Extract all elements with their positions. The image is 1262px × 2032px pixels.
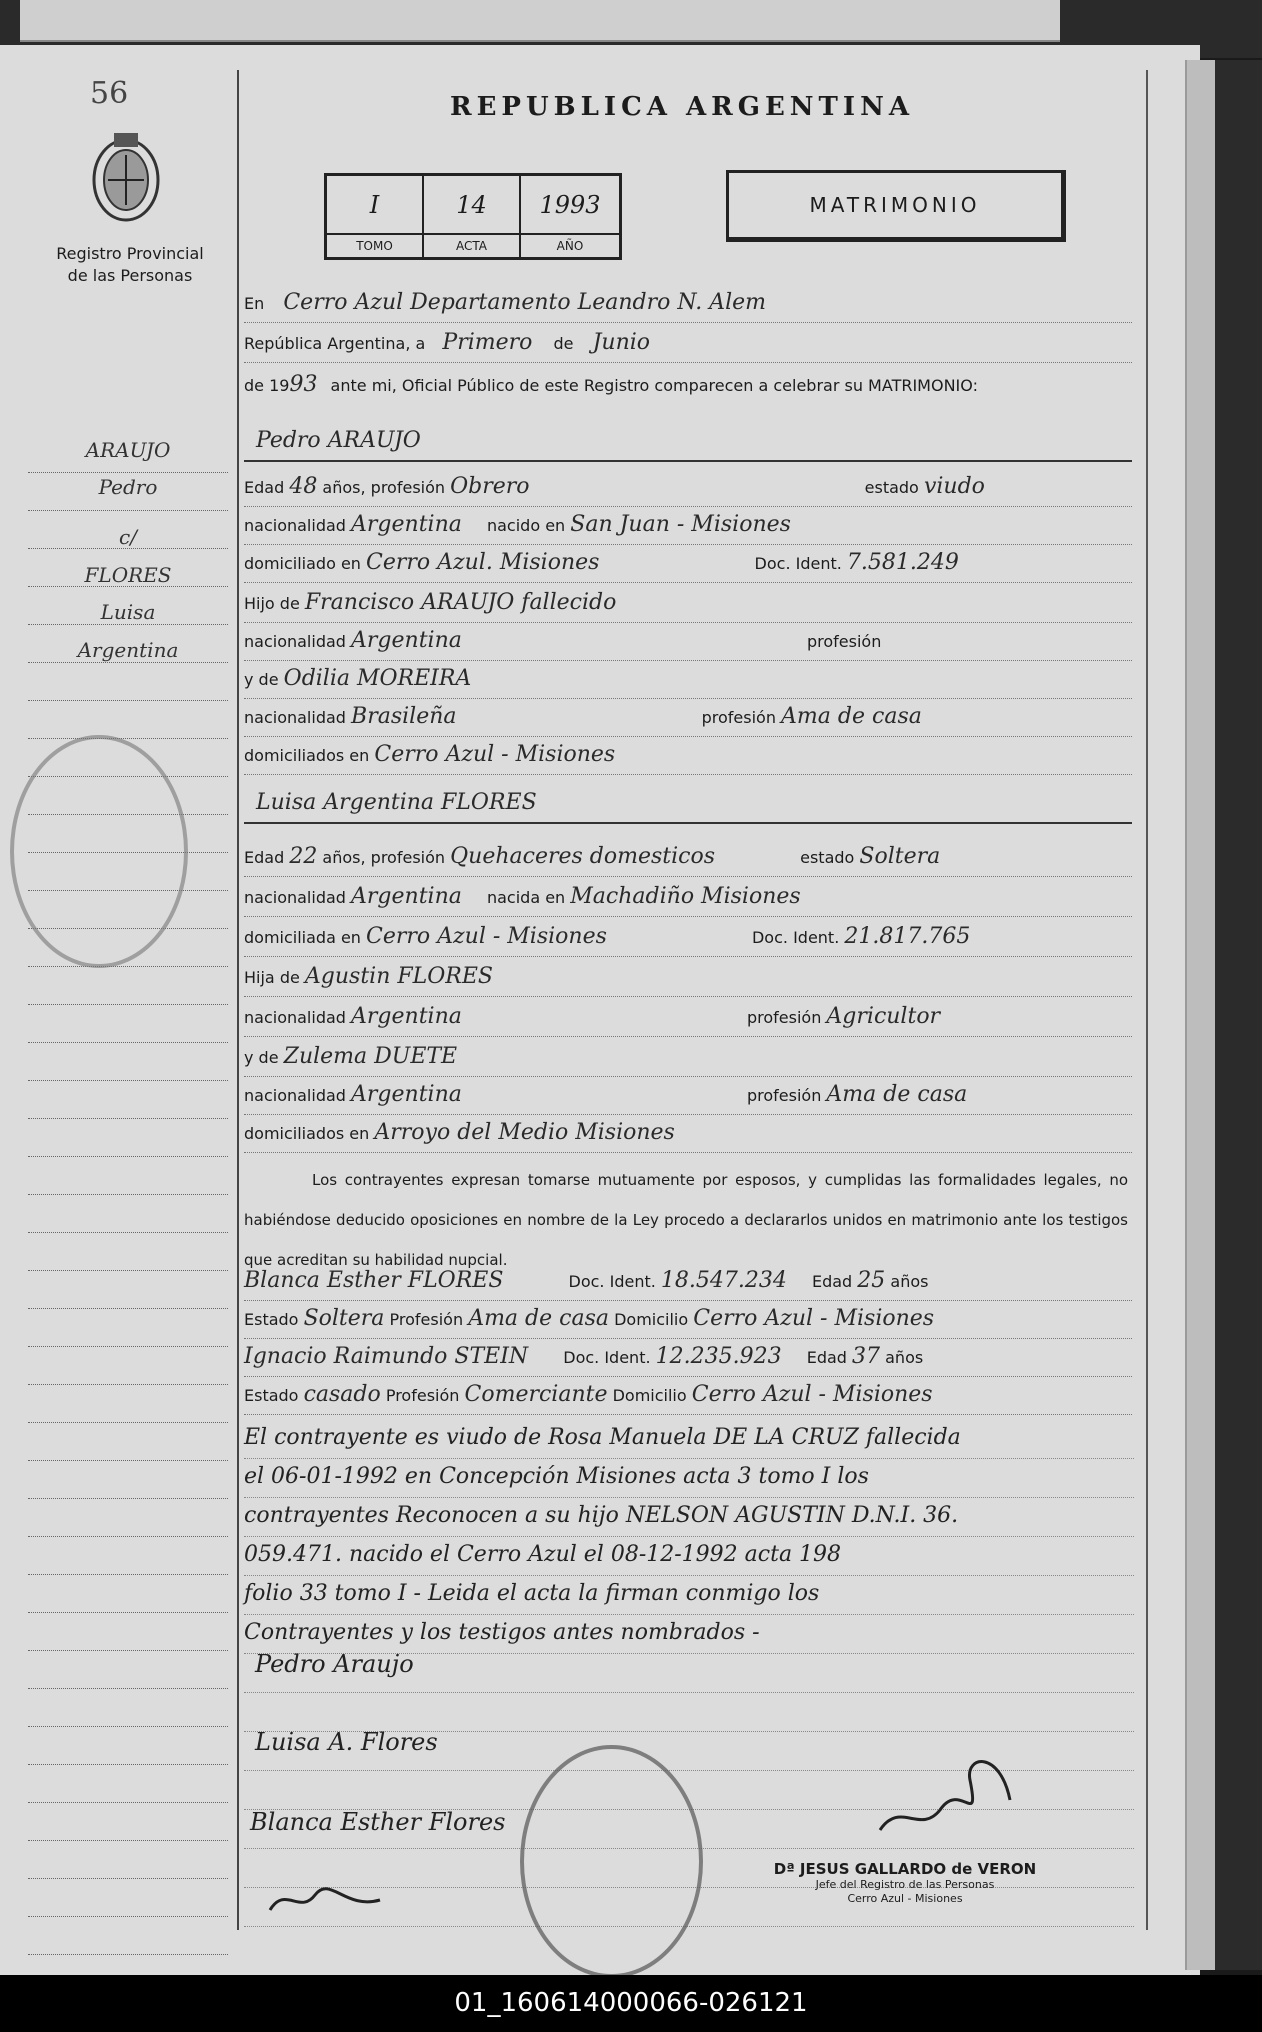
- margin-ruled-line: [28, 554, 228, 587]
- margin-ruled-line: [28, 1276, 228, 1309]
- margin-ruled-line: [28, 1010, 228, 1043]
- witness2-name: Ignacio Raimundo STEIN: [244, 1344, 529, 1369]
- nac-label: nacionalidad: [244, 888, 346, 907]
- father-nat-label: nacionalidad: [244, 632, 346, 651]
- bride-nationality-row: [244, 884, 1132, 917]
- mother-prof-label: profesión: [701, 708, 776, 727]
- bride-name-row: [244, 790, 1132, 824]
- en-label: En: [244, 294, 265, 313]
- groom-profession: Obrero: [450, 474, 530, 499]
- estado-label: estado: [800, 848, 855, 867]
- witness2-domicile: Cerro Azul - Misiones: [691, 1382, 933, 1407]
- margin-ruled-line: [28, 1542, 228, 1575]
- margin-ruled-line: [28, 1694, 228, 1727]
- bride-mother-prof: Ama de casa: [826, 1082, 968, 1107]
- edad-label: Edad: [806, 1348, 847, 1367]
- margin-ruled-line: [28, 1808, 228, 1841]
- nac-label: nacionalidad: [244, 516, 346, 535]
- body-ruled-line: [244, 1479, 1134, 1498]
- witness1-profession: Ama de casa: [468, 1306, 609, 1331]
- margin-ruled-line: [28, 1428, 228, 1461]
- bride-birthplace: Machadiño Misiones: [570, 884, 801, 909]
- margin-ruled-line: [28, 1352, 228, 1385]
- bride-domicile-row: [244, 924, 1132, 957]
- dom-label: domiciliado en: [244, 554, 361, 573]
- de-label: de: [553, 334, 574, 353]
- hija-label: Hija de: [244, 968, 300, 987]
- margin-firstname: Pedro: [98, 475, 158, 499]
- dom-label: Domicilio: [612, 1386, 687, 1405]
- groom-name-row: [244, 428, 1132, 462]
- witness1-age: 25: [857, 1268, 886, 1293]
- margin-ruled-line: [28, 1922, 228, 1955]
- groom-father: Francisco ARAUJO fallecido: [304, 590, 617, 615]
- father-nat-label: nacionalidad: [244, 1008, 346, 1027]
- margin-ruled-line: [28, 516, 228, 549]
- bride-mother: Zulema DUETE: [283, 1044, 458, 1069]
- marriage-statement: Los contrayentes expresan tomarse mutuamente por esposos, y cumplidas las formalidades legales, no habiéndose deducido oposiciones en nombre de la Ley procedo a declararlos unidos en matrimonio ante los testigos que acreditan su habilidad nupcial.: [244, 1171, 1128, 1269]
- coat-of-arms-icon: [86, 125, 166, 225]
- witness1-domicile: Cerro Azul - Misiones: [693, 1306, 935, 1331]
- mother-prof-label: profesión: [746, 1086, 822, 1105]
- witness1-estado: Soltera: [303, 1306, 385, 1331]
- groom-birthplace: San Juan - Misiones: [570, 512, 791, 537]
- margin-ruled-line: [28, 1770, 228, 1803]
- groom-age: 48: [289, 474, 318, 499]
- groom-age-row: [244, 474, 1132, 507]
- prof-label: profesión: [806, 632, 882, 651]
- page-title: REPUBLICA ARGENTINA: [450, 92, 915, 122]
- estado-label: Estado: [244, 1386, 299, 1405]
- scribble-signature-icon: [265, 1880, 385, 1920]
- margin-ruled-line: [28, 1124, 228, 1157]
- bride-father-prof: Agricultor: [826, 1004, 941, 1029]
- official-name: Dª JESUS GALLARDO de VERON: [773, 1860, 1037, 1878]
- margin-ruled-line: [28, 1884, 228, 1917]
- margin-bride-surname: FLORES: [84, 563, 172, 587]
- official-signature-icon: [870, 1740, 1030, 1850]
- year-prefix: de 19: [244, 376, 290, 395]
- margin-ruled-line: [28, 1086, 228, 1119]
- hijo-label: Hijo de: [244, 594, 300, 613]
- margin-ruled-line: [28, 668, 228, 701]
- binding-shadow: [1215, 60, 1262, 1970]
- groom-name: Pedro ARAUJO: [256, 428, 421, 453]
- note-line: El contrayente es viudo de Rosa Manuela DE LA CRUZ fallecida: [244, 1425, 961, 1450]
- witness2-profession: Comerciante: [464, 1382, 608, 1407]
- margin-ruled-line: [28, 478, 228, 511]
- intro-place-row: [244, 290, 1132, 323]
- groom-domicile-row: [244, 550, 1132, 583]
- bride-parents-dom: Arroyo del Medio Misiones: [374, 1120, 675, 1145]
- body-ruled-line: [244, 1596, 1134, 1615]
- estado-label: estado: [864, 478, 919, 497]
- groom-mother-prof: Ama de casa: [781, 704, 922, 729]
- registry-seal-left: [10, 735, 188, 968]
- bride-mother-row: [244, 1044, 1132, 1077]
- record-boxes: [324, 173, 622, 260]
- bride-father-nat: Argentina: [351, 1004, 462, 1029]
- bride-profession: Quehaceres domesticos: [450, 844, 716, 869]
- groom-parents-dom-row: [244, 742, 1132, 775]
- yde-label: y de: [244, 1048, 279, 1067]
- tomo-cell: [327, 176, 424, 257]
- witness1-row: [244, 1268, 1132, 1301]
- bride-estado: Soltera: [859, 844, 941, 869]
- registry-line-1: Registro Provincial: [56, 244, 204, 263]
- registry-seal-right: [520, 1745, 703, 1978]
- margin-ruled-line: [28, 972, 228, 1005]
- mother-nat-label: nacionalidad: [244, 1086, 346, 1105]
- bride-doc: 21.817.765: [844, 924, 971, 949]
- margin-ruled-line: [28, 1162, 228, 1195]
- groom-father-nat: Argentina: [351, 628, 462, 653]
- republic-label: República Argentina, a: [244, 334, 426, 353]
- witness2-row: [244, 1344, 1132, 1377]
- bride-father-nat-row: [244, 1004, 1132, 1037]
- witness2-age: 37: [852, 1344, 881, 1369]
- groom-nationality: Argentina: [351, 512, 462, 537]
- margin-ruled-line: [28, 1504, 228, 1537]
- bride-domicile: Cerro Azul - Misiones: [366, 924, 607, 949]
- scan-id: 01_160614000066-026121: [0, 1975, 1262, 2032]
- document-type: MATRIMONIO: [726, 170, 1066, 242]
- margin-ruled-line: [28, 706, 228, 739]
- body-ruled-line: [244, 1440, 1134, 1459]
- doc-label: Doc. Ident.: [563, 1348, 651, 1367]
- doc-label: Doc. Ident.: [754, 554, 842, 573]
- body-ruled-line: [244, 1557, 1134, 1576]
- margin-ruled-line: [28, 1466, 228, 1499]
- official-location: Cerro Azul - Misiones: [847, 1892, 963, 1905]
- edad-label: Edad: [811, 1272, 853, 1291]
- margin-bride-name2: Argentina: [77, 638, 179, 662]
- estado-label: Estado: [244, 1310, 299, 1329]
- official-stamp: [740, 1860, 1070, 1906]
- note-line: folio 33 tomo I - Leida el acta la firman conmigo los: [244, 1581, 820, 1606]
- margin-ruled-line: [28, 1732, 228, 1765]
- margin-ruled-line: [28, 630, 228, 663]
- body-ruled-line: [244, 1518, 1134, 1537]
- dom-label: Domicilio: [614, 1310, 689, 1329]
- margin-ruled-line: [28, 1580, 228, 1613]
- bride-nationality: Argentina: [351, 884, 462, 909]
- witness2-doc: 12.235.923: [655, 1344, 782, 1369]
- witness1-doc: 18.547.234: [660, 1268, 787, 1293]
- groom-doc: 7.581.249: [846, 550, 959, 575]
- acta-value: 14: [456, 190, 487, 219]
- note-line: Contrayentes y los testigos antes nombrados -: [244, 1620, 760, 1645]
- previous-page-edge: [20, 0, 1060, 42]
- margin-bride-name: Luisa: [100, 600, 156, 624]
- acta-label: ACTA: [424, 233, 519, 257]
- intro-sentence: ante mi, Oficial Público de este Registro comparecen a celebrar su MATRIMONIO:: [330, 376, 978, 395]
- intro-date-row: [244, 330, 1132, 363]
- prof-label: Profesión: [389, 1310, 464, 1329]
- doc-label: Doc. Ident.: [751, 928, 840, 947]
- groom-mother-nat: Brasileña: [351, 704, 457, 729]
- groom-domicile: Cerro Azul. Misiones: [366, 550, 600, 575]
- day-value: Primero: [442, 330, 533, 355]
- official-title: Jefe del Registro de las Personas: [815, 1878, 995, 1891]
- parents-dom-label: domiciliados en: [244, 746, 370, 765]
- groom-father-nat-row: [244, 628, 1132, 661]
- margin-rule: [237, 70, 239, 1930]
- margin-ruled-line: [28, 1314, 228, 1347]
- month-value: Junio: [592, 330, 651, 355]
- margin-ruled-line: [28, 1846, 228, 1879]
- margin-ruled-line: [28, 1390, 228, 1423]
- margin-ruled-line: [28, 1238, 228, 1271]
- right-rule: [1146, 70, 1148, 1930]
- registry-line-2: de las Personas: [67, 266, 193, 285]
- margin-ruled-line: [28, 592, 228, 625]
- intro-year-row: [244, 372, 1132, 404]
- groom-estado: viudo: [923, 474, 985, 499]
- parents-dom-label: domiciliados en: [244, 1124, 370, 1143]
- mother-nat-label: nacionalidad: [244, 708, 346, 727]
- margin-ruled-line: [28, 1618, 228, 1651]
- tomo-label: TOMO: [327, 233, 422, 257]
- bride-parents-dom-row: [244, 1120, 1132, 1153]
- margin-con: c/: [119, 525, 137, 549]
- year-suffix: 93: [289, 372, 318, 397]
- groom-nationality-row: [244, 512, 1132, 545]
- margin-ruled-line: [28, 440, 228, 473]
- anos-label: años, profesión: [322, 478, 446, 497]
- groom-father-row: [244, 590, 1132, 623]
- registry-name: [30, 243, 230, 287]
- groom-mother: Odilia MOREIRA: [283, 666, 472, 691]
- ano-label: AÑO: [521, 233, 619, 257]
- witness2-estado: casado: [303, 1382, 381, 1407]
- bride-mother-nat: Argentina: [351, 1082, 462, 1107]
- ano-value: 1993: [539, 190, 601, 219]
- groom-mother-row: [244, 666, 1132, 699]
- note-line: 059.471. nacido el Cerro Azul el 08-12-1992 acta 198: [244, 1542, 842, 1567]
- nacido-label: nacido en: [486, 516, 566, 535]
- bride-age: 22: [289, 844, 318, 869]
- groom-mother-nat-row: [244, 704, 1132, 737]
- groom-signature: Pedro Araujo: [255, 1650, 414, 1678]
- place-value: Cerro Azul Departamento Leandro N. Alem: [283, 290, 766, 315]
- nacida-label: nacida en: [486, 888, 566, 907]
- anos-label: años: [890, 1272, 929, 1291]
- page-number: 56: [90, 76, 129, 111]
- witness-signature: Blanca Esther Flores: [250, 1808, 506, 1836]
- witness1-name: Blanca Esther FLORES: [244, 1268, 504, 1293]
- yde-label: y de: [244, 670, 279, 689]
- bride-mother-nat-row: [244, 1082, 1132, 1115]
- margin-ruled-line: [28, 1048, 228, 1081]
- anos-label: años: [885, 1348, 924, 1367]
- note-line: contrayentes Reconocen a su hijo NELSON AGUSTIN D.N.I. 36.: [244, 1503, 959, 1528]
- prof-label: profesión: [746, 1008, 822, 1027]
- doc-label: Doc. Ident.: [568, 1272, 656, 1291]
- acta-cell: [424, 176, 521, 257]
- bride-age-row: [244, 844, 1132, 877]
- bride-father: Agustin FLORES: [304, 964, 493, 989]
- edad-label: Edad: [244, 848, 285, 867]
- margin-surname: ARAUJO: [85, 438, 171, 462]
- note-line: el 06-01-1992 en Concepción Misiones acta 3 tomo I los: [244, 1464, 869, 1489]
- anos-label: años, profesión: [322, 848, 446, 867]
- dom-label: domiciliada en: [244, 928, 361, 947]
- bride-name: Luisa Argentina FLORES: [256, 790, 537, 815]
- prof-label: Profesión: [385, 1386, 460, 1405]
- tomo-value: I: [369, 190, 380, 219]
- bride-father-row: [244, 964, 1132, 997]
- margin-ruled-line: [28, 1200, 228, 1233]
- bride-signature: Luisa A. Flores: [255, 1728, 438, 1756]
- ano-cell: [521, 176, 619, 257]
- witness2-detail-row: [244, 1382, 1132, 1415]
- witness1-detail-row: [244, 1306, 1132, 1339]
- groom-parents-dom: Cerro Azul - Misiones: [374, 742, 616, 767]
- margin-ruled-line: [28, 1656, 228, 1689]
- edad-label: Edad: [244, 478, 285, 497]
